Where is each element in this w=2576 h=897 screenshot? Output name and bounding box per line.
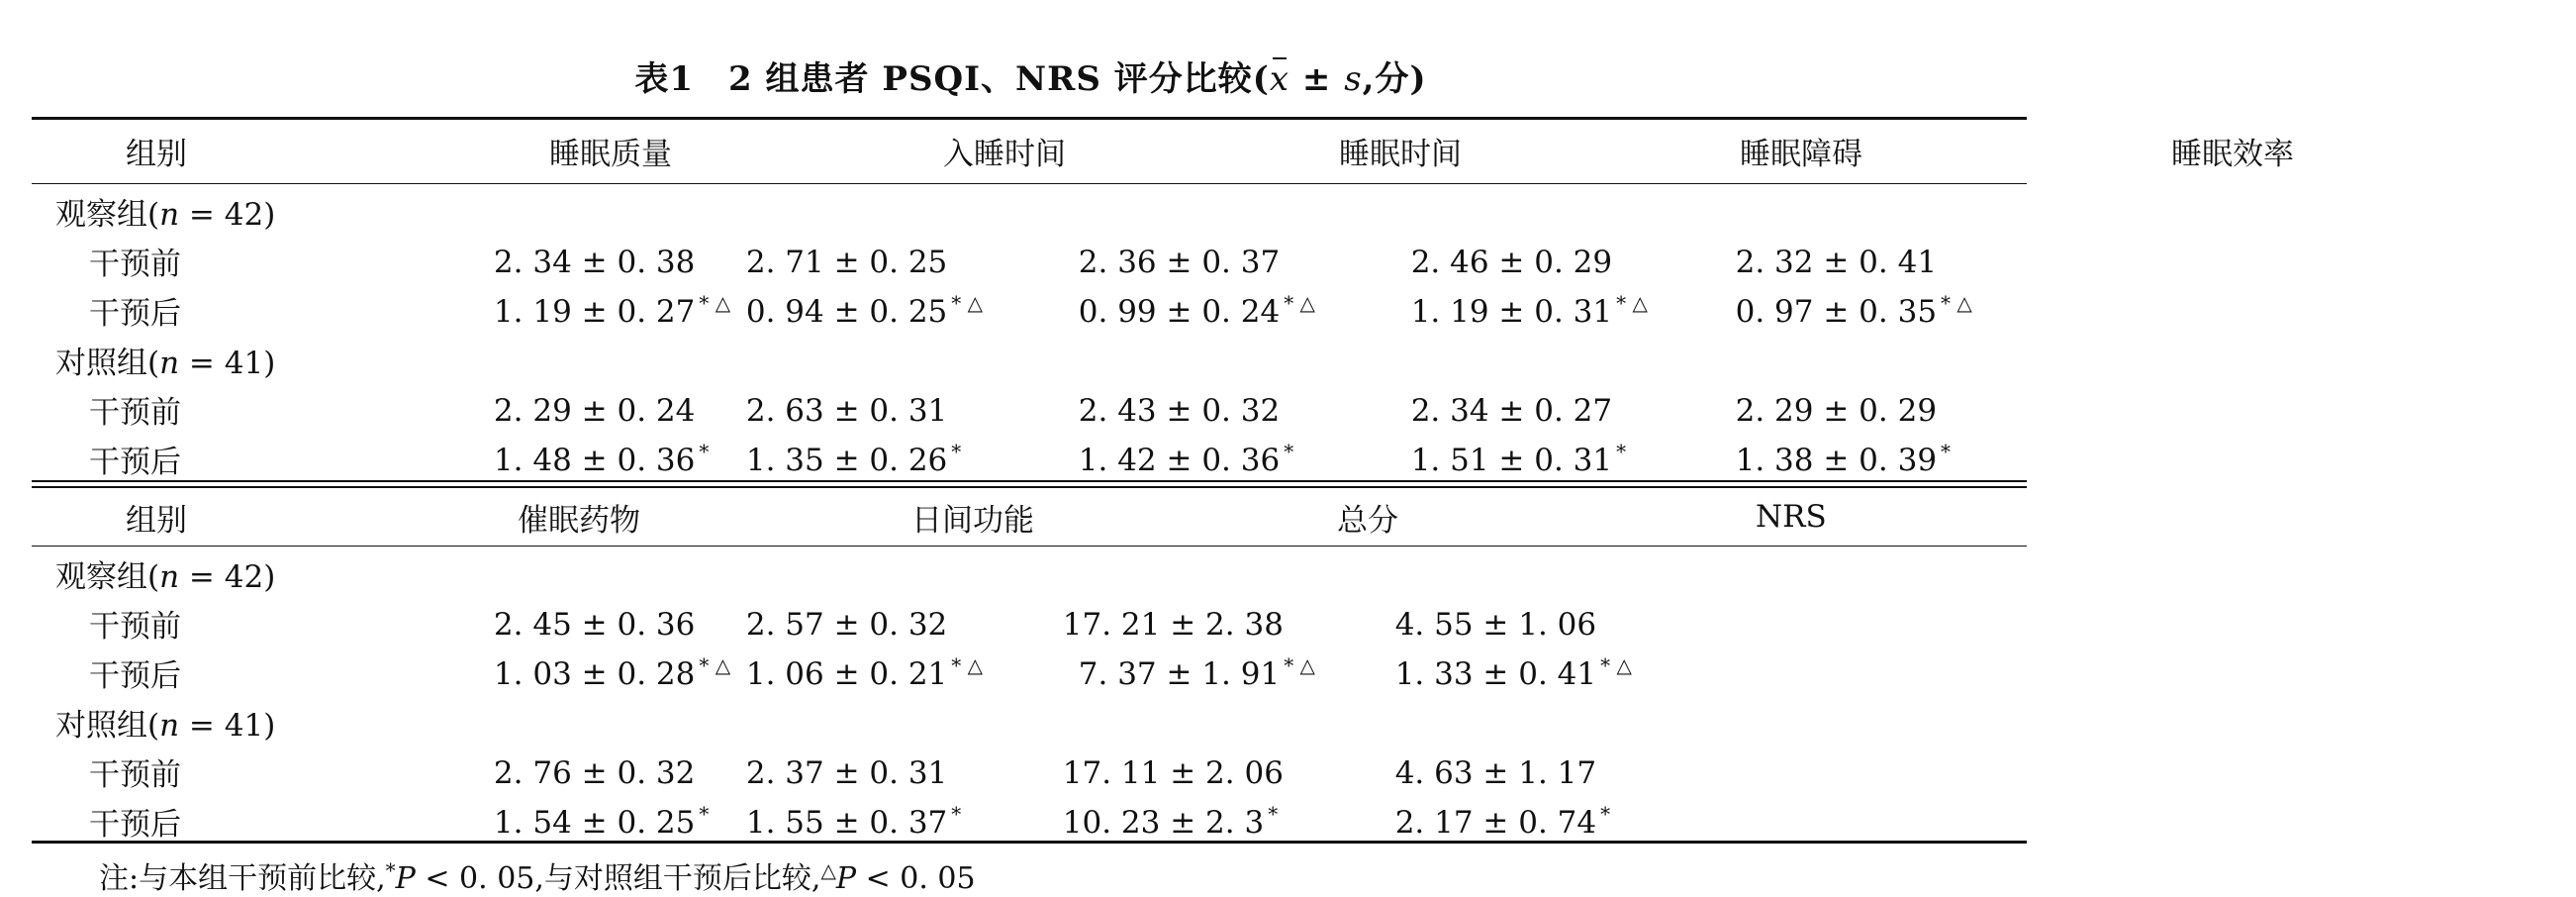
value-cell: 1. 42 ± 0. 36 * <box>1078 439 1294 478</box>
row-label: 干预后 <box>89 444 181 480</box>
table-row <box>32 598 2027 648</box>
row-label: 干预后 <box>89 806 181 843</box>
table-title <box>0 51 2061 100</box>
title-pm: ± <box>1289 59 1345 99</box>
group-label: 对照组(n = 41) <box>55 707 276 744</box>
value-cell: 1. 48 ± 0. 36 * <box>493 439 710 478</box>
value-cell: 1. 06 ± 0. 21 * △ <box>745 652 984 692</box>
group-label: 对照组(n = 41) <box>55 345 276 381</box>
value-cell: 2. 36 ± 0. 37 <box>1078 244 1281 280</box>
table-row <box>32 747 2027 796</box>
table-part-1 <box>32 119 2576 182</box>
table-row <box>32 236 2027 285</box>
value-cell: 2. 71 ± 0. 25 <box>745 244 948 280</box>
value-cell: 4. 63 ± 1. 17 <box>1394 754 1597 791</box>
value-cell: 1. 19 ± 0. 31 * △ <box>1410 290 1648 330</box>
header-cell: 组别 <box>126 502 187 539</box>
header-cell: 催眠药物 <box>518 502 640 539</box>
value-cell: 1. 19 ± 0. 27 * △ <box>493 290 731 330</box>
title-suffix: ,分) <box>1362 59 1427 99</box>
table-footnote: 注:与本组干预前比较,*P < 0. 05,与对照组干预后比较,△P < 0. 05 <box>99 858 976 896</box>
row-label: 干预前 <box>89 756 181 793</box>
value-cell: 1. 38 ± 0. 39 * <box>1735 439 1952 478</box>
value-cell: 4. 55 ± 1. 06 <box>1394 606 1597 643</box>
header-cell: 入睡时间 <box>943 136 1066 172</box>
value-cell: 0. 97 ± 0. 35 * △ <box>1735 290 1972 330</box>
group-row <box>32 335 2027 384</box>
group-row <box>32 548 2027 598</box>
header-cell: 睡眠效率 <box>2171 136 2294 172</box>
group-row <box>32 186 2027 236</box>
table-part-2 <box>32 485 2515 548</box>
value-cell: 2. 34 ± 0. 27 <box>1410 392 1613 429</box>
value-cell: 2. 29 ± 0. 29 <box>1735 392 1938 429</box>
table-row <box>32 796 2027 846</box>
bottom-rule <box>32 841 2027 844</box>
header-rule <box>32 183 2027 184</box>
header-cell: 睡眠时间 <box>1339 136 1462 172</box>
value-cell <box>1694 796 2027 846</box>
double-rule-top <box>32 480 2027 482</box>
value-cell: 1. 03 ± 0. 28 * △ <box>493 652 731 692</box>
value-cell: 7. 37 ± 1. 91 * △ <box>1078 652 1315 692</box>
header-cell: 组别 <box>126 136 187 172</box>
header-row <box>32 119 2576 182</box>
table-part-2-body <box>32 548 2027 846</box>
header-cell: 总分 <box>1337 502 1398 539</box>
row-label: 干预前 <box>89 608 181 645</box>
value-cell: 2. 63 ± 0. 31 <box>745 392 948 429</box>
title-s-symbol: s <box>1344 59 1363 99</box>
group-label: 观察组(n = 42) <box>55 558 276 595</box>
value-cell: 1. 54 ± 0. 25 * <box>493 801 710 841</box>
header-cell: NRS <box>1756 499 1827 535</box>
value-cell: 2. 32 ± 0. 41 <box>1735 244 1938 280</box>
value-cell: 2. 29 ± 0. 24 <box>493 392 696 429</box>
value-cell: 1. 51 ± 0. 31 * <box>1410 439 1627 478</box>
header-rule-2 <box>32 546 2027 547</box>
value-cell: 17. 11 ± 2. 06 <box>1062 754 1284 791</box>
value-cell: 0. 99 ± 0. 24 * △ <box>1078 290 1315 330</box>
header-row <box>32 485 2515 548</box>
value-cell: 2. 45 ± 0. 36 <box>493 606 696 643</box>
group-row <box>32 697 2027 747</box>
value-cell: 17. 21 ± 2. 38 <box>1062 606 1284 643</box>
value-cell: 2. 46 ± 0. 29 <box>1410 244 1613 280</box>
value-cell: 2. 17 ± 0. 74 * <box>1394 801 1611 841</box>
row-label: 干预前 <box>89 394 181 431</box>
value-cell: 0. 94 ± 0. 25 * △ <box>745 290 984 330</box>
value-cell <box>1694 747 2027 796</box>
value-cell: 2. 37 ± 0. 31 <box>745 754 948 791</box>
value-cell: 2. 57 ± 0. 32 <box>745 606 948 643</box>
value-cell: 2. 34 ± 0. 38 <box>493 244 696 280</box>
header-cell: 睡眠障碍 <box>1740 136 1862 172</box>
header-cell <box>2110 485 2515 548</box>
table-row <box>32 434 2027 483</box>
row-label: 干预后 <box>89 657 181 694</box>
value-cell: 2. 76 ± 0. 32 <box>493 754 696 791</box>
value-cell <box>1694 648 2027 697</box>
table-row <box>32 384 2027 434</box>
row-label: 干预后 <box>89 295 181 332</box>
table-row <box>32 285 2027 335</box>
row-label: 干预前 <box>89 246 181 282</box>
table-part-1-body <box>32 186 2027 483</box>
value-cell: 2. 43 ± 0. 32 <box>1078 392 1281 429</box>
value-cell <box>1694 598 2027 648</box>
value-cell: 10. 23 ± 2. 3 * <box>1062 801 1279 841</box>
value-cell: 1. 55 ± 0. 37 * <box>745 801 962 841</box>
header-cell: 日间功能 <box>911 502 1034 539</box>
title-x-symbol: x <box>1269 59 1290 99</box>
title-prefix: 表1 2 组患者 PSQI、NRS 评分比较( <box>634 59 1270 99</box>
group-label: 观察组(n = 42) <box>55 196 276 233</box>
value-cell: 1. 35 ± 0. 26 * <box>745 439 962 478</box>
header-cell: 睡眠质量 <box>549 136 672 172</box>
table-row <box>32 648 2027 697</box>
value-cell: 1. 33 ± 0. 41 * △ <box>1394 652 1632 692</box>
